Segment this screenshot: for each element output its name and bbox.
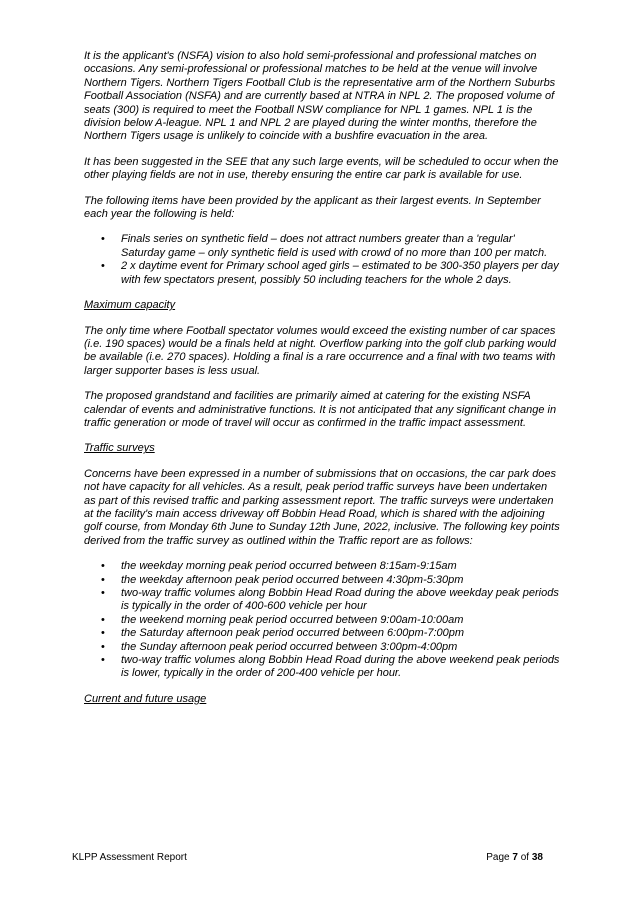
heading-maximum-capacity: Maximum capacity — [84, 299, 176, 312]
traffic-survey-list — [84, 560, 560, 681]
list-item: • the weekday afternoon peak period occurred between 4:30pm-5:30pm — [101, 573, 464, 586]
list-item: • 2 x daytime event for Primary school aged girls – estimated to be 300-350 players per day with few spectators present, possibly 50 including teachers for the whole 2 days. — [101, 260, 559, 286]
paragraph-grandstand: The proposed grandstand and facilities are primarily aimed at catering for the existing NSFA calendar of events and administrative functions. It is not anticipated that any significant change in traffic generation or mode of travel will occur as confirmed in the traffic impact assessment. — [84, 390, 557, 429]
bullet-icon: • — [101, 613, 105, 626]
list-item: • the Saturday afternoon peak period occurred between 6:00pm-7:00pm — [101, 627, 465, 640]
bullet-icon: • — [101, 260, 105, 273]
paragraph-applicant-vision: It is the applicant's (NSFA) vision to also hold semi-professional and professional matches on occasions. Any semi-professional or professional matches to be held at the venue will involve Northern Tigers. Northern Tigers Football Club is the representative arm of the Northern Suburbs Football Association (NSFA) and are currently based at NTRA in NPL 2. The proposed volume of seats (300) is required to meet the Football NSW compliance for NPL 1 games. NPL 1 is the division below A-league. NPL 1 and NPL 2 are played during the winter months, therefore the Northern Tigers usage is unlikely to coincide with a bushfire evacuation in the area. — [84, 50, 556, 143]
list-item: • the weekday morning peak period occurred between 8:15am-9:15am — [101, 560, 457, 573]
paragraph-traffic-surveys: Concerns have been expressed in a number of submissions that on occasions, the car park does not have capacity for all vehicles. As a result, peak period traffic surveys have been undertaken as part of this revised traffic and parking assessment report. The traffic surveys were undertaken at the facility's main access driveway off Bobbin Head Road, which is shared with the adjoining golf course, from Monday 6th June to Sunday 12th June, 2022, inclusive. The following key points derived from the traffic survey as outlined within the Traffic report are as follows: — [84, 467, 560, 547]
bullet-icon: • — [101, 640, 105, 653]
list-item: • the weekend morning peak period occurred between 9:00am-10:00am — [101, 613, 464, 626]
paragraph-large-events: It has been suggested in the SEE that any such large events, will be scheduled to occur when the other playing fields are not in use, thereby ensuring the entire car park is available for use. — [84, 155, 559, 182]
paragraph-largest-events-intro: The following items have been provided by the applicant as their largest events. In September each year the following is held: — [84, 194, 541, 221]
list-item: • the Sunday afternoon peak period occurred between 3:00pm-4:00pm — [101, 640, 458, 653]
bullet-icon: • — [101, 627, 105, 640]
paragraph-spectator-volumes: The only time where Football spectator volumes would exceed the existing number of car spaces (i.e. 190 spaces) would be a finals held at night. Overflow parking into the golf club parking would be available (i.e. 270 spaces). Holding a final is a rare occurrence and a final with two teams with larger supporter bases is less usual. — [84, 324, 557, 377]
bullet-icon: • — [101, 654, 105, 667]
largest-events-list — [84, 233, 560, 287]
bullet-icon: • — [101, 587, 105, 599]
list-item: • two-way traffic volumes along Bobbin Head Road during the above weekend peak periods is lower, typically in the order of 200-400 vehicle per hour. — [101, 654, 560, 680]
heading-traffic-surveys: Traffic surveys — [84, 442, 155, 455]
footer-report-name: KLPP Assessment Report — [72, 852, 187, 863]
list-item: • two-way traffic volumes along Bobbin Head Road during the above weekday peak periods is typically in the order of 400-600 vehicle per hour — [101, 587, 559, 613]
list-item: • Finals series on synthetic field – does not attract numbers greater than a 'regular' Saturday game – only synthetic field is used with crowd of no more than 100 per match. — [101, 233, 548, 259]
heading-current-future-usage: Current and future usage — [84, 692, 207, 705]
footer-page-number: Page 7 of 38 — [486, 852, 543, 863]
document-body — [84, 50, 560, 718]
bullet-icon: • — [101, 233, 105, 246]
bullet-icon: • — [101, 560, 105, 573]
bullet-icon: • — [101, 573, 105, 586]
